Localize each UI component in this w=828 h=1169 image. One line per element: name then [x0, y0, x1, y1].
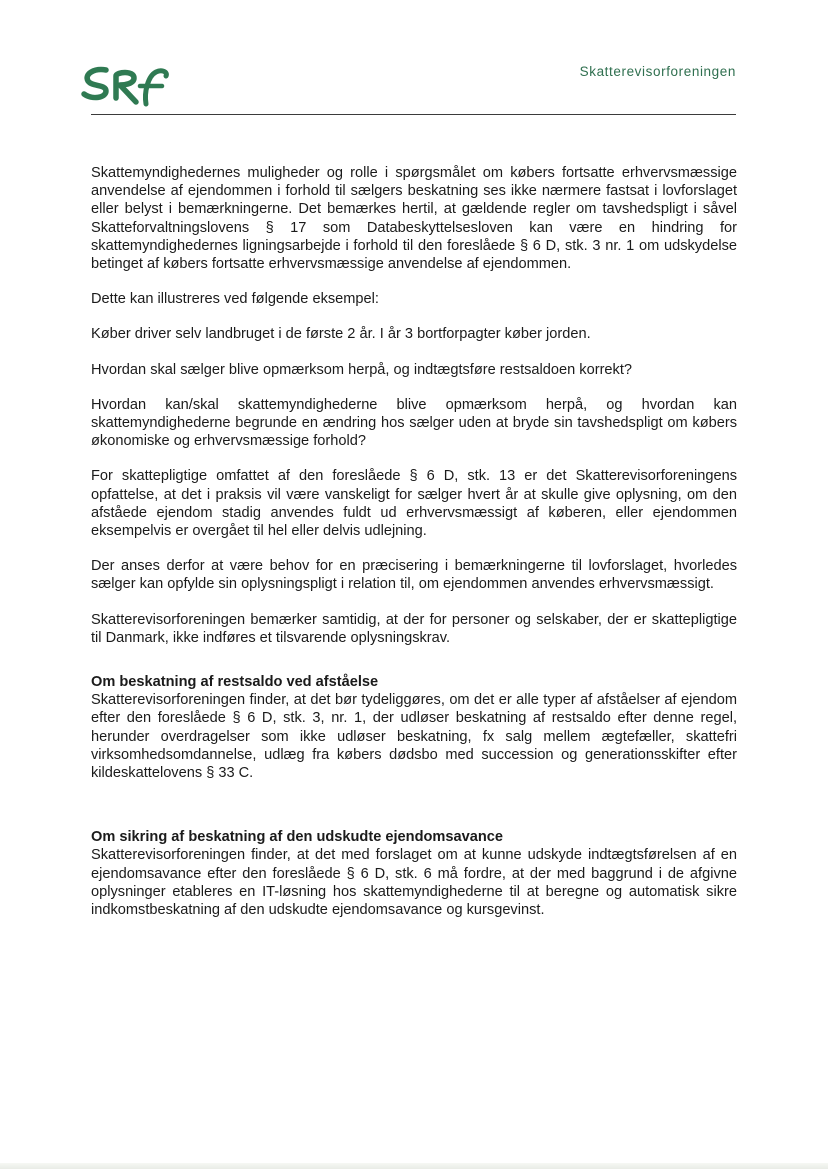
section-body: Skatterevisorforeningen finder, at det med forslaget om at kunne udskyde indtægtsførelsen af en ejendomsavance efter den foreslåede § 6 D, stk. 6 må fordre, at der med baggrund i de afgivne oplysninger etableres en IT-løsning hos skattemyndighederne til at beregne og automatisk sikre indkomstbeskatning af den udskudte ejendomsavance og kursgevinst. [91, 847, 737, 919]
paragraph-example-lead: Dette kan illustreres ved følgende eksempel: [91, 291, 379, 308]
page-header [0, 0, 828, 120]
section-body: Skatterevisorforeningen finder, at det bør tydeliggøres, om det er alle typer af afståelser af ejendom efter den foreslåede § 6 D, stk. 3, nr. 1, der udløser beskatning af restsaldo efter denne regel, herunder overdragelser som ikke udløser beskatning, fx salg mellem ægtefæller, skattefri virksomhedsomdannelse, udlæg fra købers dødsbo med succession og generationsskifter efter kildeskattelovens § 33 C. [91, 692, 737, 782]
paragraph-denmark-remark: Skatterevisorforeningen bemærker samtidig, at der for personer og selskaber, der er skattepligtige til Danmark, ikke indføres et tilsvarende oplysningskrav. [91, 611, 737, 646]
paragraph-taxable-persons: For skattepligtige omfattet af den foreslåede § 6 D, stk. 13 er det Skatterevisorforeningens opfattelse, at det i praksis vil være vanskeligt for sælger hvert år at skulle give oplysning, om den afståede ejendom stadig anvendes fuldt ud erhvervsmæssigt af køberen, eller ejendommen eksempelvis er overgået til hel eller delvis udlejning. [91, 468, 737, 540]
srf-logo-icon [76, 64, 174, 108]
document-body [91, 164, 737, 919]
section-heading: Om beskatning af restsaldo ved afståelse [91, 674, 379, 691]
header-divider [91, 114, 736, 115]
paragraph-question-authorities: Hvordan kan/skal skattemyndighederne blive opmærksom herpå, og hvordan kan skattemyndighederne begrunde en ændring hos sælger uden at bryde sin tavshedspligt om købers økonomiske og erhvervsmæssige forhold? [91, 396, 737, 450]
organization-name: Skatterevisorforeningen [579, 64, 736, 79]
section-restsaldo [91, 673, 737, 782]
paragraph-intro: Skattemyndighedernes muligheder og rolle i spørgsmålet om købers fortsatte erhvervsmæssige anvendelse af ejendommen i forhold til sælgers beskatning ses ikke nærmere fastsat i lovforslaget eller belyst i bemærkningerne. Det bemærkes hertil, at gældende regler om tavshedspligt i såvel Skatteforvaltningslovens § 17 som Databeskyttelsesloven kan være en hindring for skattemyndighedernes ligningsarbejde i forhold til den foreslåede § 6 D, stk. 3 nr. 1 om udskydelse betinget af købers fortsatte erhvervsmæssige anvendelse af ejendommen. [91, 165, 737, 273]
section-ejendomsavance [91, 828, 737, 919]
section-heading: Om sikring af beskatning af den udskudte ejendomsavance [91, 829, 503, 846]
paragraph-question-seller: Hvordan skal sælger blive opmærksom herpå, og indtægtsføre restsaldoen korrekt? [91, 361, 633, 378]
scan-edge [0, 1163, 828, 1169]
paragraph-clarification: Der anses derfor at være behov for en præcisering i bemærkningerne til lovforslaget, hvorledes sælger kan opfylde sin oplysningspligt i relation til, om ejendommen anvendes erhvervsmæssigt. [91, 558, 737, 593]
paragraph-example: Køber driver selv landbruget i de første 2 år. I år 3 bortforpagter køber jorden. [91, 326, 591, 343]
